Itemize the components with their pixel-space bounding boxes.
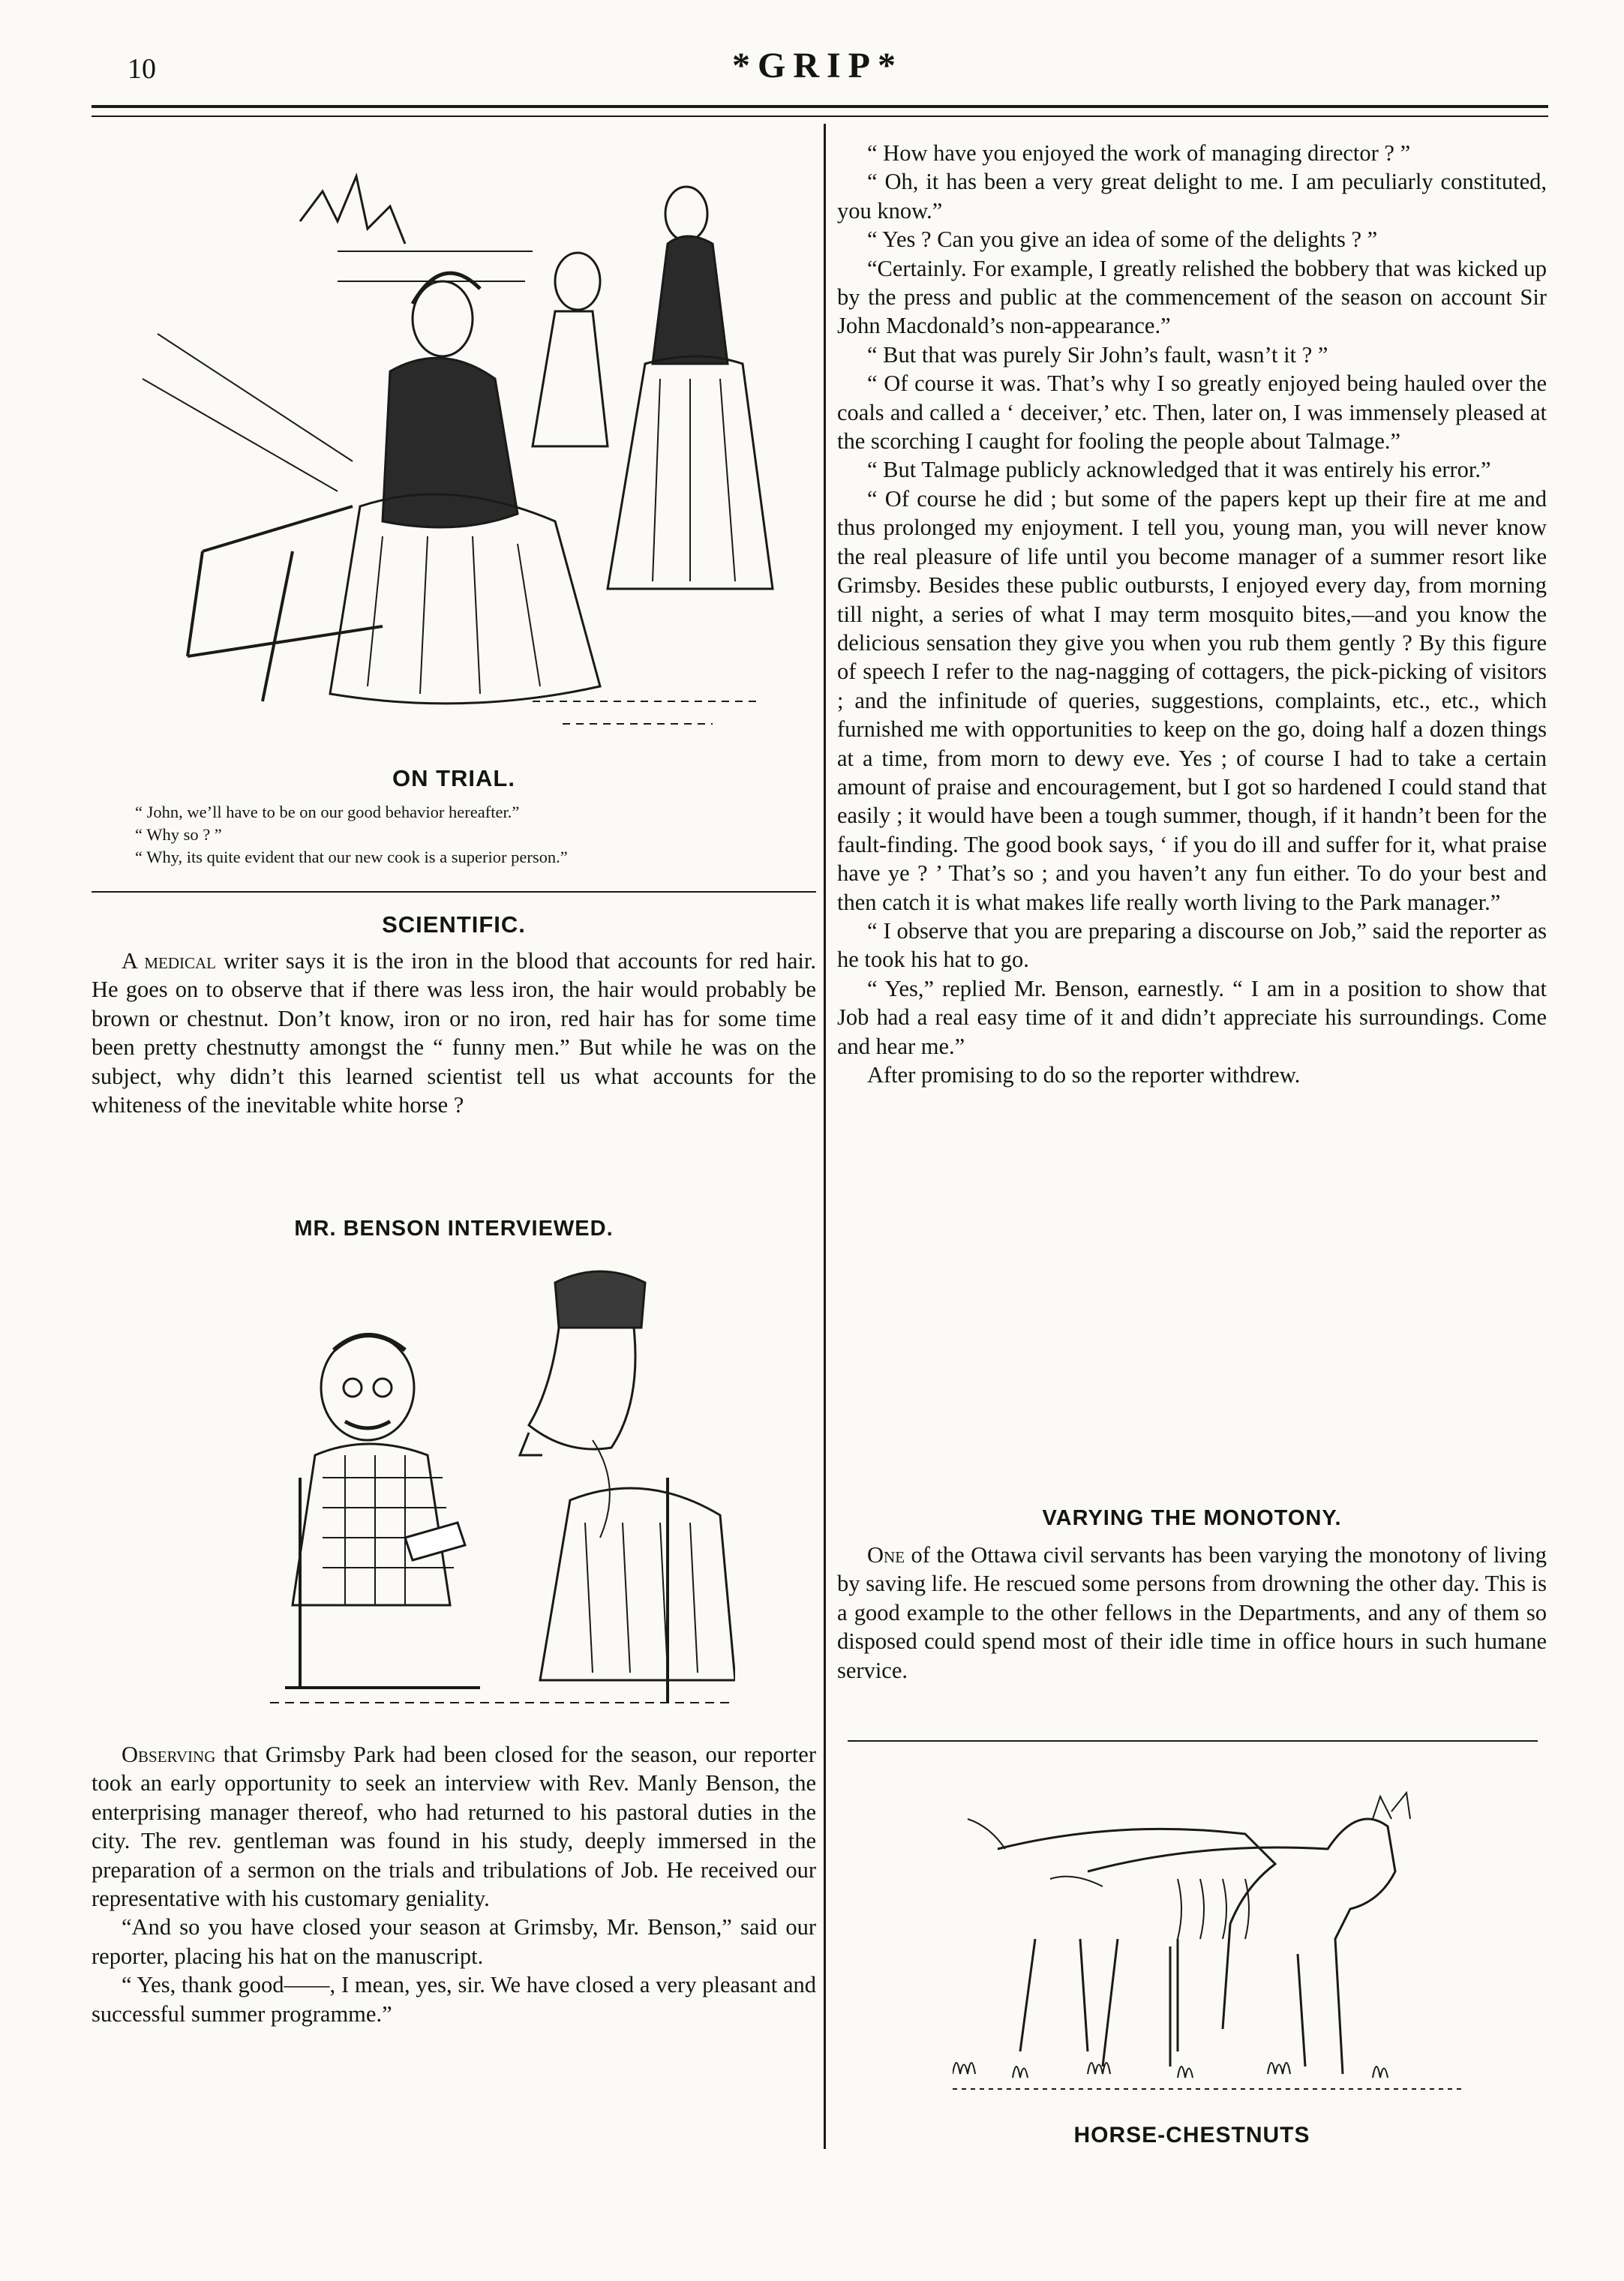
benson-right-paragraph: “ Of course it was. That’s why I so greatly enjoyed being hauled over the coals and called a ‘ deceiver,’ etc. Then, later on, I was immensely pleased at the scorching I caught for fooling the people about Talmage.”	[837, 371, 1547, 455]
benson-lead: Observing	[122, 1742, 216, 1767]
varying-body: of the Ottawa civil servants has been varying the monotony of living by saving life. He rescued some persons from drowning the other day. This is a good example to the other fellows in the Departments, and any of them so disposed could spend most of their idle time in office hours in such humane service.	[837, 1542, 1547, 1683]
benson-right-paragraph: After promising to do so the reporter withdrew.	[867, 1062, 1301, 1088]
on-trial-line-2: “ Why so ? ”	[135, 825, 222, 844]
benson-cartoon	[270, 1253, 735, 1718]
benson-right-paragraph: “Certainly. For example, I greatly relished the bobbery that was kicked up by the press and public at the commencement of the season on account Sir John Macdonald’s non-appearance.”	[837, 255, 1547, 339]
scientific-body: writer says it is the iron in the blood that accounts for red hair. He goes on to observe that if there was less iron, the hair would probably be brown or chestnut. Don’t know, iron or no iron, red hair has for some time been pretty chestnutty amongst the “ funny men.” But while he was on the subject, why didn’t this learned scientist tell us what accounts for the whiteness of the inevitable white horse ?	[92, 948, 816, 1118]
scientific-title: SCIENTIFIC.	[382, 911, 526, 938]
header-rule-top	[92, 105, 1548, 108]
on-trial-title: ON TRIAL.	[392, 765, 515, 791]
benson-right-paragraph: “ Yes,” replied Mr. Benson, earnestly. “ I am in a position to show that Job had a real easy time of it and didn’t appreciate his surroundings. Come and hear me.”	[837, 975, 1547, 1059]
varying-article	[837, 1541, 1547, 1685]
benson-right-paragraph: “ But that was purely Sir John’s fault, wasn’t it ? ”	[867, 341, 1328, 368]
benson-paragraph-3: “ Yes, thank good——, I mean, yes, sir. We have closed a very pleasant and successful summer programme.”	[92, 1972, 816, 2027]
benson-title: MR. BENSON INTERVIEWED.	[294, 1217, 614, 1241]
column-divider	[824, 124, 826, 2149]
on-trial-line-1: “ John, we’ll have to be on our good behavior hereafter.”	[135, 803, 520, 821]
header-rule-bottom	[92, 116, 1548, 117]
benson-paragraph-2: “And so you have closed your season at Grimsby, Mr. Benson,” said our reporter, placing his hat on the manuscript.	[92, 1914, 816, 1969]
varying-lead: One	[867, 1542, 905, 1568]
scientific-lead: A medical	[122, 948, 217, 974]
benson-article-right	[837, 139, 1547, 1089]
on-trial-line-3: “ Why, its quite evident that our new cook is a superior person.”	[135, 848, 568, 866]
on-trial-dialogue	[135, 801, 810, 869]
horse-chestnuts-illustration	[953, 1759, 1463, 2104]
benson-paragraph-1: that Grimsby Park had been closed for the season, our reporter took an early opportunity to seek an interview with Rev. Manly Benson, the enterprising manager thereof, who had returned to his pastoral duties in the city. The rev. gentleman was found in his study, deeply immersed in the preparation of a sermon on the trials and tribulations of Job. He received our representative with his customary geniality.	[92, 1742, 816, 1912]
scientific-article	[92, 947, 816, 1119]
benson-right-paragraph: “ Yes ? Can you give an idea of some of the delights ? ”	[867, 227, 1378, 253]
benson-right-paragraph: “ But Talmage publicly acknowledged that it was entirely his error.”	[867, 457, 1491, 483]
benson-article-left	[92, 1740, 816, 2028]
benson-right-paragraph: “ I observe that you are preparing a discourse on Job,” said the reporter as he took his hat to go.	[837, 917, 1547, 973]
horse-chestnuts-caption: HORSE-CHESTNUTS	[1073, 2123, 1310, 2147]
masthead: *GRIP*	[732, 46, 903, 86]
benson-right-paragraph: “ Of course he did ; but some of the papers kept up their fire at me and thus prolonged my enjoyment. I tell you, young man, you will never know the real pleasure of life until you become manager of a summer resort like Grimsby. Besides these public outbursts, I enjoyed every day, from morning till night, a series of what I may term mosquito bites,—and you know the delicious sensation they give you when you rub them gently ? By this figure of speech I refer to the nag-nagging of cottagers, the pick-picking of visitors ; and the infinitude of queries, suggestions, complaints, etc., etc., which furnished me with opportunities to keep on the go, doing half a dozen things at a time, from morn to dewy eve. Yes ; of course I had to take a certain amount of praise and encouragement, but I got so hardened I could stand that easily ; it would have been a tough summer, though, if it handn’t been for the fault-finding. The good book says, ‘ if you do ill and suffer for it, what praise have ye ? ’ That’s so ; and you haven’t any fun either. To do your best and then catch it is what makes life really worth living to the Park manager.”	[837, 485, 1547, 915]
varying-title: VARYING THE MONOTONY.	[1042, 1506, 1342, 1530]
benson-right-paragraph: “ How have you enjoyed the work of managing director ? ”	[867, 140, 1411, 166]
section-rule-1	[92, 891, 816, 893]
section-rule-2	[848, 1740, 1538, 1742]
benson-right-paragraph: “ Oh, it has been a very great delight to me. I am peculiarly constituted, you know.”	[837, 169, 1547, 224]
page-number: 10	[128, 53, 156, 85]
on-trial-illustration	[113, 131, 803, 761]
